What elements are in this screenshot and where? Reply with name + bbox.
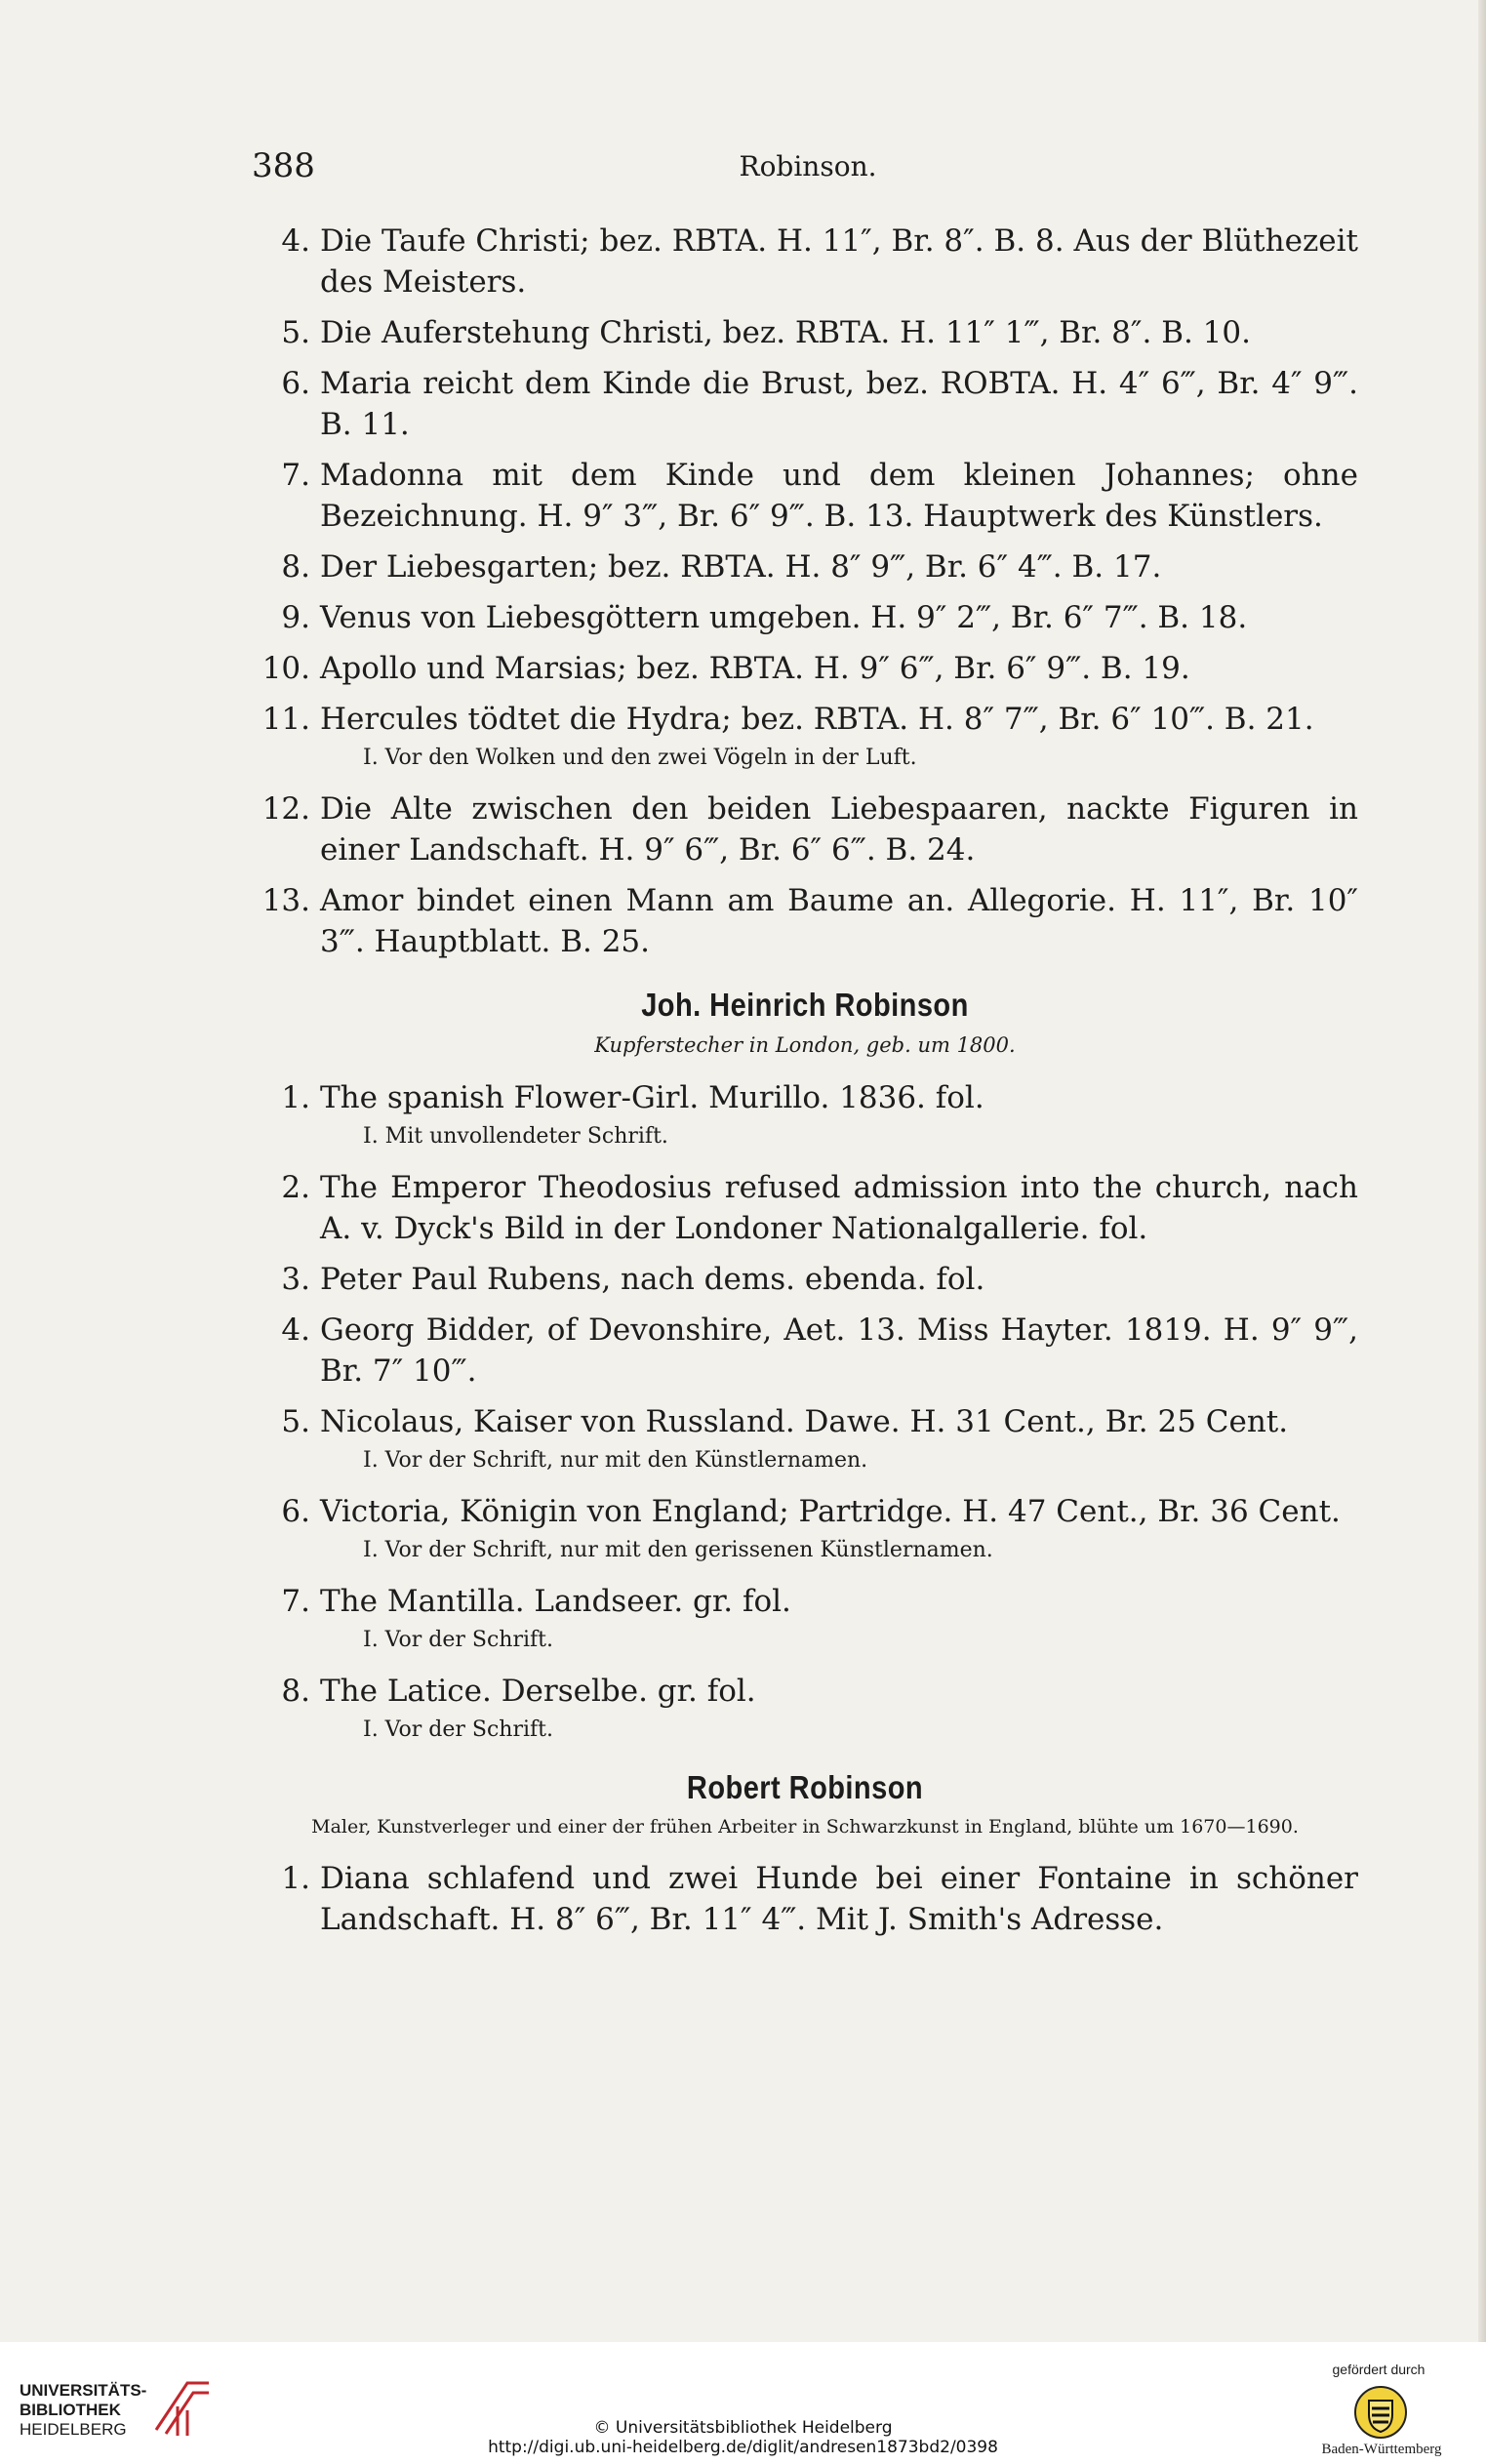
page-edge: [1478, 0, 1486, 2342]
entry-note: I. Vor der Schrift.: [363, 1717, 554, 1742]
catalog-entry: [252, 699, 1358, 740]
section-subtitle: Maler, Kunstverleger und einer der frühen Arbeiter in Schwarzkunst in England, blühte um 1670—1690.: [311, 1816, 1299, 1838]
entry-text: Die Alte zwischen den beiden Liebespaaren, nackte Figuren in einer Landschaft. H. 9″ 6‴, Br. 6″ 6‴. B. 24.: [320, 791, 1358, 868]
catalog-entry: [252, 363, 1358, 445]
section-joh-heinrich-robinson: [252, 1077, 1358, 1745]
section-title-joh-heinrich-robinson: Joh. Heinrich Robinson: [641, 987, 969, 1023]
running-head: Robinson.: [739, 150, 877, 182]
section-robert-robinson: [252, 1858, 1358, 1940]
section-subtitle: Kupferstecher in London, geb. um 1800.: [594, 1033, 1016, 1057]
entry-number: 13.: [261, 883, 310, 918]
logo-text: UNIVERSITÄTS-: [20, 2381, 147, 2400]
entry-number: 4.: [281, 223, 310, 259]
entry-text: Madonna mit dem Kinde und dem kleinen Johannes; ohne Bezeichnung. H. 9″ 3‴, Br. 6″ 9‴. B. 13. Hauptwerk des Künstlers.: [320, 458, 1358, 534]
entry-text: Peter Paul Rubens, nach dems. ebenda. fol.: [320, 1262, 985, 1297]
entry-note: I. Mit unvollendeter Schrift.: [363, 1124, 668, 1149]
entry-note: I. Vor der Schrift.: [363, 1628, 554, 1652]
entry-text: Maria reicht dem Kinde die Brust, bez. ROBTA. H. 4″ 6‴, Br. 4″ 9‴. B. 11.: [320, 366, 1358, 442]
entry-text: Venus von Liebesgöttern umgeben. H. 9″ 2‴, Br. 6″ 7‴. B. 18.: [320, 600, 1248, 635]
entry-text: Die Auferstehung Christi, bez. RBTA. H. 11″ 1‴, Br. 8″. B. 10.: [320, 315, 1251, 350]
catalog-entry: [252, 648, 1358, 689]
entry-number: 6.: [281, 366, 310, 401]
logo-text: BIBLIOTHEK: [20, 2401, 121, 2419]
coat-of-arms-icon: [1353, 2385, 1408, 2440]
copyright-notice: © Universitätsbibliothek Heidelberg: [593, 2418, 893, 2438]
section-title-robert-robinson: Robert Robinson: [686, 1769, 924, 1805]
entry-number: 5.: [281, 1404, 310, 1439]
entry-number: 9.: [281, 600, 310, 635]
entry-number: 12.: [261, 791, 310, 827]
entry-text: The Mantilla. Landseer. gr. fol.: [320, 1584, 791, 1619]
entry-text: Die Taufe Christi; bez. RBTA. H. 11″, Br. 8″. B. 8. Aus der Blüthezeit des Meisters.: [320, 223, 1358, 300]
permalink-url[interactable]: http://digi.ub.uni-heidelberg.de/diglit/andresen1873bd2/0398: [488, 2438, 998, 2457]
entry-number: 6.: [281, 1494, 310, 1529]
entry-text: The spanish Flower-Girl. Murillo. 1836. fol.: [320, 1080, 984, 1115]
funding-label: gefördert durch: [1332, 2362, 1426, 2377]
entry-note: I. Vor den Wolken und den zwei Vögeln in der Luft.: [363, 746, 917, 770]
entry-note: I. Vor der Schrift, nur mit den gerissenen Künstlernamen.: [363, 1538, 993, 1562]
entry-text: Georg Bidder, of Devonshire, Aet. 13. Miss Hayter. 1819. H. 9″ 9‴, Br. 7″ 10‴.: [320, 1313, 1358, 1389]
catalog-entry: [252, 546, 1358, 587]
page-header: [252, 146, 1364, 205]
entry-number: 2.: [281, 1170, 310, 1205]
section-robinson-paintings: [252, 221, 1358, 962]
entry-number: 8.: [281, 1674, 310, 1709]
page-content: [252, 221, 1358, 1950]
entry-number: 1.: [281, 1861, 310, 1896]
entry-number: 4.: [281, 1313, 310, 1348]
entry-text: Hercules tödtet die Hydra; bez. RBTA. H. 8″ 7‴, Br. 6″ 10‴. B. 21.: [320, 702, 1314, 737]
entry-text: The Emperor Theodosius refused admission into the church, nach A. v. Dyck's Bild in der Londoner Nationalgallerie. fol.: [320, 1170, 1358, 1246]
catalog-entry: [252, 1310, 1358, 1392]
catalog-entry: [252, 880, 1358, 962]
logo-text: HEIDELBERG: [20, 2420, 127, 2439]
entry-text: Nicolaus, Kaiser von Russland. Dawe. H. 31 Cent., Br. 25 Cent.: [320, 1404, 1289, 1439]
catalog-entry: [252, 1259, 1358, 1300]
catalog-entry: [252, 1671, 1358, 1712]
entry-number: 8.: [281, 549, 310, 585]
funder-region: Baden-Württemberg: [1321, 2442, 1442, 2457]
entry-text: Victoria, Königin von England; Partridge. H. 47 Cent., Br. 36 Cent.: [320, 1494, 1341, 1529]
entry-text: The Latice. Derselbe. gr. fol.: [320, 1674, 756, 1709]
catalog-entry: [252, 1581, 1358, 1622]
entry-number: 7.: [281, 1584, 310, 1619]
entry-note: I. Vor der Schrift, nur mit den Künstlernamen.: [363, 1448, 868, 1473]
catalog-entry: [252, 1167, 1358, 1249]
entry-number: 1.: [281, 1080, 310, 1115]
catalog-entry: [252, 788, 1358, 870]
catalog-entry: [252, 221, 1358, 303]
catalog-entry: [252, 1077, 1358, 1118]
entry-number: 5.: [281, 315, 310, 350]
catalog-entry: [252, 1858, 1358, 1940]
entry-text: Amor bindet einen Mann am Baume an. Allegorie. H. 11″, Br. 10″ 3‴. Hauptblatt. B. 25.: [320, 883, 1358, 959]
catalog-entry: [252, 597, 1358, 638]
catalog-entry: [252, 455, 1358, 537]
footer: [0, 2342, 1486, 2464]
catalog-entry: [252, 312, 1358, 353]
entry-text: Apollo und Marsias; bez. RBTA. H. 9″ 6‴, Br. 6″ 9‴. B. 19.: [320, 651, 1190, 686]
entry-number: 11.: [261, 702, 310, 737]
entry-number: 10.: [261, 651, 310, 686]
catalog-entry: [252, 1401, 1358, 1442]
entry-text: Der Liebesgarten; bez. RBTA. H. 8″ 9‴, Br. 6″ 4‴. B. 17.: [320, 549, 1162, 585]
entry-number: 7.: [281, 458, 310, 493]
entry-text: Diana schlafend und zwei Hunde bei einer Fontaine in schöner Landschaft. H. 8″ 6‴, Br. 11″ 4‴. Mit J. Smith's Adresse.: [320, 1861, 1358, 1937]
catalog-entry: [252, 1491, 1358, 1532]
page-number: 388: [252, 146, 315, 185]
entry-number: 3.: [281, 1262, 310, 1297]
